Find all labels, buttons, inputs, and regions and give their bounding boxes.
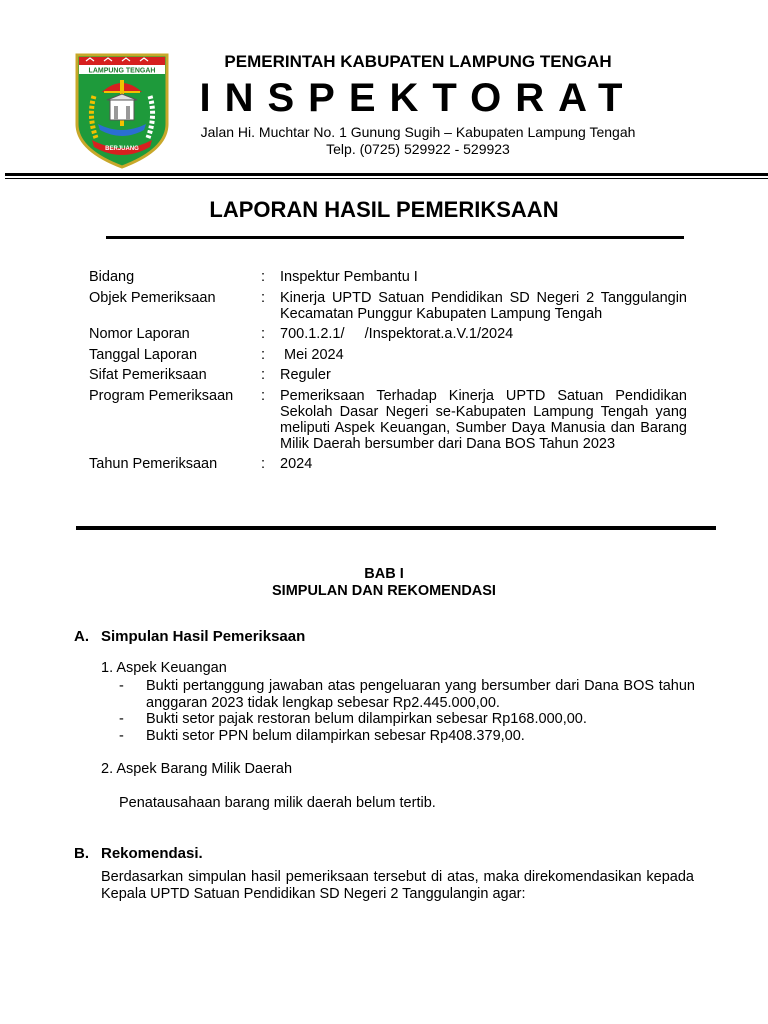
- meta-value: 2024: [280, 456, 313, 472]
- meta-colon: :: [261, 456, 266, 472]
- meta-value: Kinerja UPTD Satuan Pendidikan SD Negeri 2 Tanggulangin Kecamatan Punggur Kabupaten Lampung Tengah: [280, 289, 687, 322]
- agency-name: INSPEKTORAT: [199, 76, 637, 120]
- meta-value: 700.1.2.1/ /Inspektorat.a.V.1/2024: [280, 326, 514, 342]
- letterhead-divider-thick: [5, 173, 768, 176]
- meta-row-bidang: [89, 269, 689, 285]
- agency-address: Jalan Hi. Muchtar No. 1 Gunung Sugih – Kabupaten Lampung Tengah: [200, 124, 636, 140]
- title-underline: [106, 236, 684, 239]
- section-a-item-2-text: Penatausahaan barang milik daerah belum tertib.: [119, 795, 436, 811]
- bullet-text: Bukti setor PPN belum dilampirkan sebesar Rp408.379,00.: [146, 727, 525, 744]
- meta-label: Sifat Pemeriksaan: [89, 367, 207, 383]
- meta-value: Pemeriksaan Terhadap Kinerja UPTD Satuan Pendidikan Sekolah Dasar Negeri se-Kabupaten Lampung Tengah yang meliputi Aspek Keuangan, Sumber Daya Manusia dan Barang Milik Daerah bersumber dari Dana BOS Tahun 2023: [280, 387, 687, 452]
- meta-label: Tahun Pemeriksaan: [89, 456, 218, 472]
- chapter-title: SIMPULAN DAN REKOMENDASI: [272, 583, 496, 599]
- meta-label: Program Pemeriksaan: [89, 387, 234, 404]
- meta-value: Inspektur Pembantu I: [280, 269, 418, 285]
- meta-label: Nomor Laporan: [89, 326, 190, 342]
- section-b-letter: B.: [74, 845, 89, 862]
- bullet-text: Bukti pertanggung jawaban atas pengeluaran yang bersumber dari Dana BOS tahun anggaran 2023 tidak lengkap sebesar Rp2.445.000,00.: [146, 678, 695, 711]
- meta-row-tahun: [89, 456, 689, 472]
- meta-row-sifat: [89, 367, 689, 383]
- meta-value: Mei 2024: [280, 346, 344, 363]
- chapter-number: BAB I: [364, 566, 404, 582]
- list-item: [119, 711, 695, 728]
- report-metadata-table: [89, 269, 689, 477]
- meta-label: Objek Pemeriksaan: [89, 289, 216, 306]
- meta-colon: :: [261, 367, 266, 383]
- report-title: LAPORAN HASIL PEMERIKSAAN: [209, 197, 559, 222]
- meta-colon: :: [261, 269, 266, 285]
- section-a-item-2: 2. Aspek Barang Milik Daerah: [101, 761, 293, 777]
- meta-colon: :: [261, 289, 266, 306]
- meta-colon: :: [261, 387, 266, 404]
- bullet-text: Bukti setor pajak restoran belum dilampirkan sebesar Rp168.000,00.: [146, 711, 587, 727]
- bullet-dash: -: [119, 711, 124, 727]
- chapter-heading: [0, 566, 768, 600]
- meta-value: Reguler: [280, 367, 331, 383]
- agency-phone: Telp. (0725) 529922 - 529923: [326, 141, 510, 157]
- section-a-item-1: 1. Aspek Keuangan: [101, 660, 227, 676]
- meta-row-program: [89, 388, 689, 452]
- meta-label: Tanggal Laporan: [89, 346, 198, 363]
- section-a-title: Simpulan Hasil Pemeriksaan: [101, 628, 306, 645]
- section-a-letter: A.: [74, 628, 89, 645]
- list-item: [119, 728, 695, 745]
- section-b-title: Rekomendasi.: [101, 845, 203, 862]
- meta-row-tanggal: [89, 347, 689, 363]
- letterhead-divider-thin: [5, 178, 768, 179]
- metadata-divider: [76, 526, 716, 530]
- bullet-dash: -: [119, 678, 124, 694]
- list-item: [119, 678, 695, 711]
- meta-colon: :: [261, 346, 266, 363]
- bullet-dash: -: [119, 727, 124, 744]
- logo-top-text: LAMPUNG TENGAH: [88, 67, 156, 75]
- meta-label: Bidang: [89, 269, 135, 285]
- logo-bottom-text: BERJUANG: [105, 146, 139, 152]
- section-b-paragraph: Berdasarkan simpulan hasil pemeriksaan tersebut di atas, maka direkomendasikan kepada Kepala UPTD Satuan Pendidikan SD Negeri 2 Tanggulangin agar:: [101, 869, 694, 902]
- meta-row-objek: [89, 290, 689, 322]
- government-name: PEMERINTAH KABUPATEN LAMPUNG TENGAH: [224, 52, 612, 71]
- meta-row-nomor: [89, 326, 689, 342]
- agency-contact: [0, 124, 768, 158]
- meta-colon: :: [261, 326, 266, 342]
- section-a-bullet-list: [119, 678, 695, 744]
